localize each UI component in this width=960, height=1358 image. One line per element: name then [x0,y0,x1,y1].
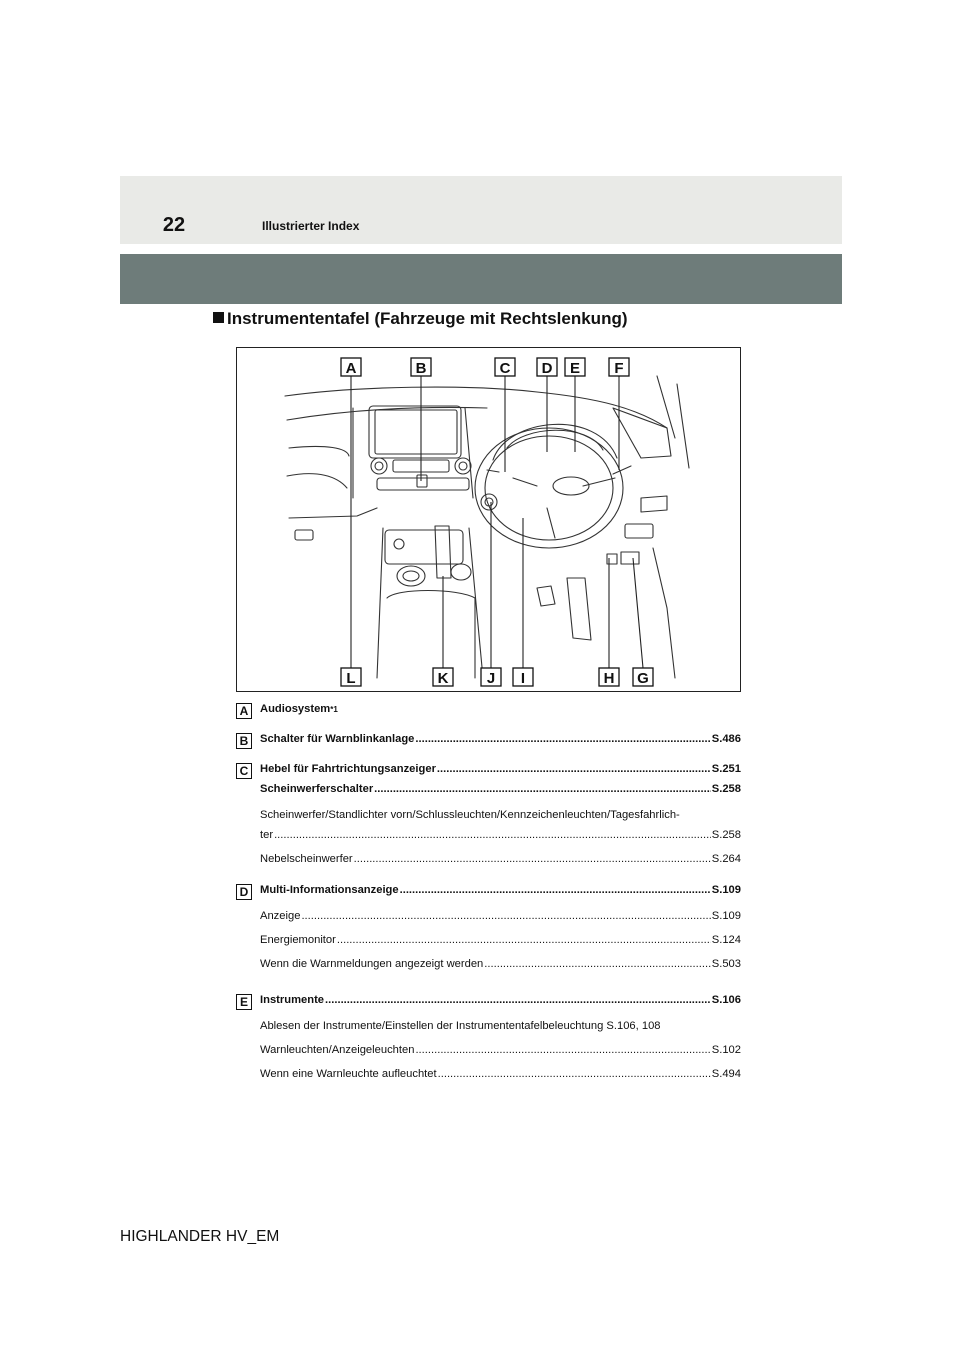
page-reference-link[interactable]: S.486 [711,733,741,745]
dot-leader [415,1044,710,1056]
section-heading [213,309,628,329]
dot-leader [301,910,710,922]
dot-leader [337,934,711,946]
dot-leader [400,884,711,896]
footer-model-name: HIGHLANDER HV_EM [120,1228,280,1245]
entry-text: Multi-Informationsanzeige [260,884,399,896]
footnote-marker: *1 [330,705,338,714]
entry-line [260,958,741,974]
dot-leader [484,958,710,970]
dot-leader [374,783,711,795]
entry-letter-box: C [236,763,252,779]
dashboard-illustration [236,347,741,692]
entry-line [260,763,741,779]
entry-letter-box: E [236,994,252,1010]
entry-text: Anzeige [260,910,301,922]
entry-text: Wenn eine Warnleuchte aufleuchtet [260,1068,437,1080]
header-band [120,254,842,304]
page-reference-link[interactable]: S.264 [711,853,741,865]
page-reference-link[interactable]: S.503 [711,958,741,970]
dot-leader [274,829,711,841]
entry-text: Ablesen der Instrumente/Einstellen der Instrumententafelbeleuchtung S.106, 108 [260,1020,661,1032]
page-reference-link[interactable]: S.109 [711,884,741,896]
dot-leader [325,994,711,1006]
entry-line [260,994,741,1010]
entry-line [260,783,741,799]
entry-text: Wenn die Warnmeldungen angezeigt werden [260,958,484,970]
entry-letter-box: D [236,884,252,900]
entry-text: ter [260,829,274,841]
dot-leader [415,733,710,745]
callout-label-i: I [520,670,526,687]
dot-leader [354,853,711,865]
page-reference-link[interactable]: S.251 [711,763,741,775]
page-reference-link[interactable]: S.106 [711,994,741,1006]
dot-leader [438,1068,711,1080]
entry-line [260,934,741,950]
entry-line [260,1020,741,1036]
page-reference-link[interactable]: S.258 [711,783,741,795]
entry-letter-box: A [236,703,252,719]
section-heading-text: Instrumententafel (Fahrzeuge mit Rechtslenkung) [227,309,628,328]
page-reference-link[interactable]: S.124 [711,934,741,946]
callout-label-f: F [614,360,624,377]
entry-letter-box: B [236,733,252,749]
entry-line [260,884,741,900]
dot-leader [437,763,711,775]
entry-line [260,910,741,926]
callout-label-h: H [603,670,615,687]
entry-text: Warnleuchten/Anzeigeleuchten [260,1044,415,1056]
entry-text: Instrumente [260,994,325,1006]
page-reference-link[interactable]: S.102 [711,1044,741,1056]
entry-text: Energiemonitor [260,934,336,946]
page-reference-link[interactable]: S.109 [711,910,741,922]
callout-label-d: D [541,360,553,377]
callout-label-c: C [499,360,511,377]
entry-text: Hebel für Fahrtrichtungsanzeiger [260,763,436,775]
entry-text: Audiosystem [260,703,331,715]
entry-line [260,703,741,719]
entry-line [260,1068,741,1084]
page-header-title: Illustrierter Index [262,219,360,233]
callout-label-a: A [345,360,357,377]
square-bullet-icon [213,312,224,323]
entry-line [260,809,741,825]
entry-line [260,853,741,869]
entry-text: Schalter für Warnblinkanlage [260,733,415,745]
entry-text: Nebelscheinwerfer [260,853,353,865]
callout-label-l: L [346,670,356,687]
callout-label-e: E [569,360,581,377]
entry-line [260,733,741,749]
callout-label-b: B [415,360,427,377]
page-reference-link[interactable]: S.494 [711,1068,741,1080]
page-header-bar [120,176,842,244]
entry-line [260,1044,741,1060]
callout-label-k: K [437,670,449,687]
callout-label-g: G [637,670,649,687]
page-number: 22 [162,214,186,236]
page-reference-link[interactable]: S.258 [711,829,741,841]
entry-line [260,829,741,845]
callout-label-j: J [486,670,496,687]
dashboard-drawing [237,348,742,693]
entry-text: Scheinwerfer/Standlichter vorn/Schlussleuchten/Kennzeichenleuchten/Tagesfahrlich- [260,809,680,821]
entry-text: Scheinwerferschalter [260,783,374,795]
